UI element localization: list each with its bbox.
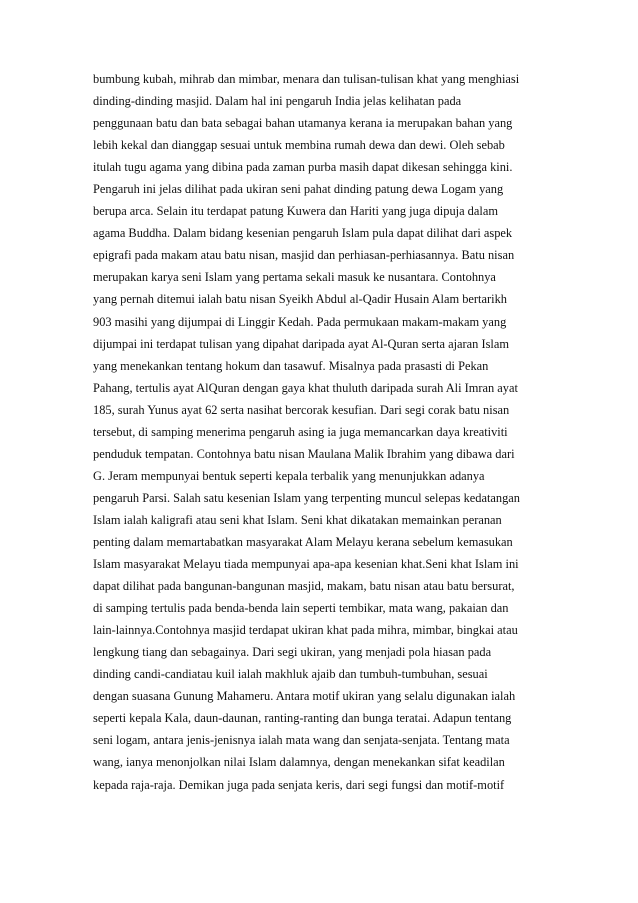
text-line: lain-lainnya.Contohnya masjid terdapat ukiran khat pada mihra, mimbar, bingkai atau	[93, 623, 518, 638]
body-text	[93, 68, 553, 796]
text-line: 185, surah Yunus ayat 62 serta nasihat bercorak kesufian. Dari segi corak batu nisan	[93, 402, 510, 417]
text-line: merupakan karya seni Islam yang pertama sekali masuk ke nusantara. Contohnya	[93, 270, 496, 285]
text-line: seperti kepala Kala, daun-daunan, ranting-ranting dan bunga teratai. Adapun tentang	[93, 711, 512, 726]
text-line: dijumpai ini terdapat tulisan yang dipahat daripada ayat Al-Quran serta ajaran Islam	[93, 336, 509, 351]
text-line: dinding-dinding masjid. Dalam hal ini pengaruh India jelas kelihatan pada	[93, 94, 462, 109]
text-line: di samping tertulis pada benda-benda lain seperti tembikar, mata wang, pakaian dan	[93, 601, 509, 616]
text-line: pengaruh Parsi. Salah satu kesenian Islam yang terpenting muncul selepas kedatangan	[93, 490, 521, 505]
text-line: penduduk tempatan. Contohnya batu nisan Maulana Malik Ibrahim yang dibawa dari	[93, 446, 515, 461]
text-line: penggunaan batu dan bata sebagai bahan utamanya kerana ia merupakan bahan yang	[93, 116, 513, 131]
text-line: dengan suasana Gunung Mahameru. Antara motif ukiran yang selalu digunakan ialah	[93, 689, 516, 704]
text-line: bumbung kubah, mihrab dan mimbar, menara dan tulisan-tulisan khat yang menghiasi	[93, 72, 520, 86]
text-line: Pahang, tertulis ayat AlQuran dengan gaya khat thuluth daripada surah Ali Imran ayat	[93, 380, 518, 395]
text-line: lengkung tiang dan sebagainya. Dari segi ukiran, yang menjadi pola hiasan pada	[93, 645, 492, 660]
text-line: seni logam, antara jenis-jenisnya ialah mata wang dan senjata-senjata. Tentang mata	[93, 733, 510, 748]
text-line: lebih kekal dan dianggap sesuai untuk membina rumah dewa dan dewi. Oleh sebab	[93, 138, 505, 153]
text-line: Islam masyarakat Melayu tiada mempunyai apa-apa kesenian khat.Seni khat Islam ini	[93, 557, 519, 572]
text-line: kepada raja-raja. Demikan juga pada senjata keris, dari segi fungsi dan motif-motif	[93, 777, 505, 792]
text-line: wang, ianya menonjolkan nilai Islam dalamnya, dengan menekankan sifat keadilan	[93, 755, 505, 770]
text-line: yang pernah ditemui ialah batu nisan Syeikh Abdul al-Qadir Husain Alam bertarikh	[93, 292, 507, 307]
text-line: G. Jeram mempunyai bentuk seperti kepala terbalik yang menunjukkan adanya	[93, 468, 485, 483]
text-line: berupa arca. Selain itu terdapat patung Kuwera dan Hariti yang juga dipuja dalam	[93, 204, 498, 219]
text-line: epigrafi pada makam atau batu nisan, masjid dan perhiasan-perhiasannya. Batu nisan	[93, 248, 515, 263]
text-line: 903 masihi yang dijumpai di Linggir Kedah. Pada permukaan makam-makam yang	[93, 314, 507, 329]
text-line: Islam ialah kaligrafi atau seni khat Islam. Seni khat dikatakan memainkan peranan	[93, 512, 502, 527]
text-line: dapat dilihat pada bangunan-bangunan masjid, makam, batu nisan atau batu bersurat,	[93, 579, 515, 594]
text-line: Pengaruh ini jelas dilihat pada ukiran seni pahat dinding patung dewa Logam yang	[93, 182, 504, 197]
text-line: penting dalam memartabatkan masyarakat Alam Melayu kerana sebelum kemasukan	[93, 534, 513, 549]
text-line: itulah tugu agama yang dibina pada zaman purba masih dapat dikesan sehingga kini.	[93, 160, 513, 175]
text-line: tersebut, di samping menerima pengaruh asing ia juga memancarkan daya kreativiti	[93, 424, 508, 439]
text-line: yang menekankan tentang hokum dan tasawuf. Misalnya pada prasasti di Pekan	[93, 358, 489, 373]
text-line: dinding candi-candiatau kuil ialah makhluk ajaib dan tumbuh-tumbuhan, sesuai	[93, 667, 488, 682]
text-line: agama Buddha. Dalam bidang kesenian pengaruh Islam pula dapat dilihat dari aspek	[93, 226, 513, 241]
